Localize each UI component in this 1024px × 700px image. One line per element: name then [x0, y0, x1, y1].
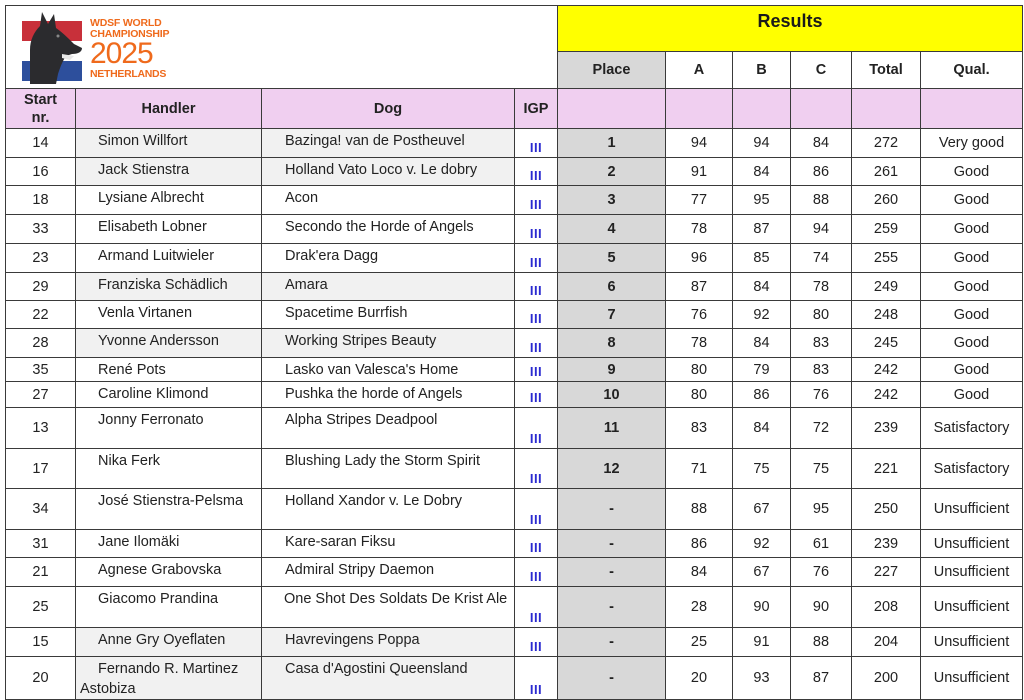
table-row: [6, 129, 1023, 158]
igp-level: III: [515, 449, 558, 489]
dog-name: Secondo the Horde of Angels: [285, 219, 474, 235]
igp-level: III: [515, 186, 558, 215]
dog-name: Drak'era Dagg: [285, 248, 379, 264]
handler-name: Venla Virtanen: [98, 305, 193, 321]
header-total-blank: [852, 89, 921, 129]
score-b: 84: [733, 408, 791, 449]
handler-cell: [76, 329, 262, 358]
handler-cell: [76, 358, 262, 382]
start-nr: 20: [6, 657, 76, 700]
header-total: Total: [852, 52, 921, 89]
score-a: 78: [666, 215, 733, 244]
header-b-blank: [733, 89, 791, 129]
score-a: 86: [666, 530, 733, 558]
qualification: Unsufficient: [921, 530, 1023, 558]
start-nr: 13: [6, 408, 76, 449]
score-total: 255: [852, 244, 921, 273]
place: -: [558, 558, 666, 587]
dog-name: Working Stripes Beauty: [285, 333, 437, 349]
header-start-nr: [6, 89, 76, 129]
igp-level: III: [515, 329, 558, 358]
dog-name: Lasko van Valesca's Home: [285, 362, 459, 378]
table-row: [6, 530, 1023, 558]
dog-cell: [262, 587, 515, 628]
handler-cell: [76, 489, 262, 530]
score-total: 221: [852, 449, 921, 489]
igp-level: III: [515, 530, 558, 558]
score-total: 245: [852, 329, 921, 358]
place: -: [558, 657, 666, 700]
logo-year: 2025: [90, 37, 153, 70]
handler-cell: [76, 408, 262, 449]
handler-cell: [76, 215, 262, 244]
table-row: [6, 186, 1023, 215]
igp-level: III: [515, 358, 558, 382]
dog-name: Casa d'Agostini Queensland: [285, 661, 468, 677]
qualification: Satisfactory: [921, 408, 1023, 449]
score-total: 272: [852, 129, 921, 158]
handler-name: Fernando R. Martinez Astobiza: [80, 661, 239, 697]
header-start-nr-label: Start nr.: [23, 91, 58, 126]
igp-level: III: [515, 628, 558, 657]
handler-cell: [76, 558, 262, 587]
start-nr: 34: [6, 489, 76, 530]
handler-cell: [76, 301, 262, 329]
handler-name: Nika Ferk: [98, 453, 161, 469]
igp-level: III: [515, 273, 558, 301]
score-c: 88: [791, 628, 852, 657]
score-total: 227: [852, 558, 921, 587]
handler-cell: [76, 657, 262, 700]
table-row: [6, 449, 1023, 489]
igp-level: III: [515, 301, 558, 329]
qualification: Unsufficient: [921, 657, 1023, 700]
score-b: 95: [733, 186, 791, 215]
igp-level: III: [515, 408, 558, 449]
logo-line2: CHAMPIONSHIP: [90, 27, 170, 40]
handler-name: Yvonne Andersson: [98, 333, 219, 349]
score-total: 242: [852, 382, 921, 408]
handler-name: René Pots: [98, 362, 166, 378]
handler-cell: [76, 382, 262, 408]
place: -: [558, 530, 666, 558]
start-nr: 25: [6, 587, 76, 628]
place: 7: [558, 301, 666, 329]
dog-cell: [262, 530, 515, 558]
place: 2: [558, 158, 666, 186]
dog-cell: [262, 215, 515, 244]
score-a: 83: [666, 408, 733, 449]
igp-level: III: [515, 489, 558, 530]
dog-cell: [262, 489, 515, 530]
header-handler: Handler: [76, 89, 262, 129]
qualification: Satisfactory: [921, 449, 1023, 489]
score-a: 94: [666, 129, 733, 158]
igp-level: III: [515, 215, 558, 244]
header-place: Place: [558, 52, 666, 89]
header-qual: Qual.: [921, 52, 1023, 89]
score-c: 74: [791, 244, 852, 273]
dog-name: Holland Vato Loco v. Le dobry: [285, 162, 478, 178]
start-nr: 28: [6, 329, 76, 358]
score-total: 248: [852, 301, 921, 329]
start-nr: 27: [6, 382, 76, 408]
handler-name: Elisabeth Lobner: [98, 219, 207, 235]
table-row: [6, 358, 1023, 382]
igp-level: III: [515, 158, 558, 186]
igp-level: III: [515, 244, 558, 273]
score-b: 94: [733, 129, 791, 158]
score-total: 249: [852, 273, 921, 301]
logo-country: NETHERLANDS: [90, 68, 167, 80]
handler-name: Armand Luitwieler: [98, 248, 215, 264]
handler-name: Lysiane Albrecht: [98, 190, 204, 206]
logo-line1: WDSF WORLD: [90, 17, 162, 29]
score-c: 78: [791, 273, 852, 301]
score-b: 86: [733, 382, 791, 408]
qualification: Good: [921, 301, 1023, 329]
start-nr: 33: [6, 215, 76, 244]
start-nr: 22: [6, 301, 76, 329]
table-row: [6, 158, 1023, 186]
handler-cell: [76, 530, 262, 558]
handler-cell: [76, 244, 262, 273]
score-total: 239: [852, 408, 921, 449]
header-a: A: [666, 52, 733, 89]
score-a: 96: [666, 244, 733, 273]
handler-name: José Stienstra-Pelsma: [98, 493, 244, 509]
start-nr: 35: [6, 358, 76, 382]
score-a: 87: [666, 273, 733, 301]
start-nr: 31: [6, 530, 76, 558]
qualification: Good: [921, 273, 1023, 301]
igp-level: III: [515, 558, 558, 587]
score-a: 88: [666, 489, 733, 530]
igp-level: III: [515, 587, 558, 628]
dog-name: Amara: [285, 277, 328, 293]
handler-name: Jonny Ferronato: [98, 412, 204, 428]
score-b: 79: [733, 358, 791, 382]
handler-cell: [76, 129, 262, 158]
score-total: 208: [852, 587, 921, 628]
score-b: 84: [733, 329, 791, 358]
score-a: 80: [666, 382, 733, 408]
start-nr: 29: [6, 273, 76, 301]
header-dog: Dog: [262, 89, 515, 129]
place: 10: [558, 382, 666, 408]
handler-name: Giacomo Prandina: [98, 591, 219, 607]
place: 3: [558, 186, 666, 215]
igp-level: III: [515, 382, 558, 408]
handler-name: Simon Willfort: [98, 133, 188, 149]
qualification: Good: [921, 329, 1023, 358]
handler-name: Anne Gry Oyeflaten: [98, 632, 226, 648]
handler-cell: [76, 158, 262, 186]
score-b: 67: [733, 489, 791, 530]
handler-cell: [76, 628, 262, 657]
score-c: 80: [791, 301, 852, 329]
results-table: [5, 5, 1023, 700]
dog-head-icon: [22, 10, 84, 84]
header-c: C: [791, 52, 852, 89]
handler-cell: [76, 449, 262, 489]
score-a: 84: [666, 558, 733, 587]
logo-text: [90, 18, 169, 80]
header-igp: IGP: [515, 89, 558, 129]
qualification: Good: [921, 186, 1023, 215]
place: 11: [558, 408, 666, 449]
qualification: Good: [921, 158, 1023, 186]
score-b: 84: [733, 158, 791, 186]
qualification: Unsufficient: [921, 628, 1023, 657]
start-nr: 14: [6, 129, 76, 158]
header-a-blank: [666, 89, 733, 129]
score-a: 80: [666, 358, 733, 382]
header-qual-blank: [921, 89, 1023, 129]
handler-cell: [76, 273, 262, 301]
score-c: 72: [791, 408, 852, 449]
score-c: 95: [791, 489, 852, 530]
score-a: 91: [666, 158, 733, 186]
dog-name: Pushka the horde of Angels: [285, 386, 463, 402]
table-row: [6, 657, 1023, 700]
place: 4: [558, 215, 666, 244]
score-c: 90: [791, 587, 852, 628]
score-c: 83: [791, 358, 852, 382]
place: 12: [558, 449, 666, 489]
dog-cell: [262, 273, 515, 301]
handler-cell: [76, 186, 262, 215]
table-row: [6, 244, 1023, 273]
handler-name: Agnese Grabovska: [98, 562, 222, 578]
dog-name: Alpha Stripes Deadpool: [285, 412, 438, 428]
score-c: 84: [791, 129, 852, 158]
score-c: 61: [791, 530, 852, 558]
score-total: 200: [852, 657, 921, 700]
logo-cell: [6, 6, 558, 89]
score-b: 85: [733, 244, 791, 273]
dog-name: Acon: [285, 190, 319, 206]
table-row: [6, 382, 1023, 408]
dog-cell: [262, 657, 515, 700]
dog-name: One Shot Des Soldats De Krist Ale: [284, 591, 508, 607]
qualification: Good: [921, 244, 1023, 273]
place: 1: [558, 129, 666, 158]
score-c: 75: [791, 449, 852, 489]
dog-cell: [262, 186, 515, 215]
header-b: B: [733, 52, 791, 89]
handler-name: Jack Stienstra: [98, 162, 190, 178]
table-row: [6, 215, 1023, 244]
score-total: 204: [852, 628, 921, 657]
place: 8: [558, 329, 666, 358]
qualification: Good: [921, 215, 1023, 244]
dog-cell: [262, 244, 515, 273]
table-row: [6, 587, 1023, 628]
score-c: 83: [791, 329, 852, 358]
score-a: 28: [666, 587, 733, 628]
qualification: Good: [921, 382, 1023, 408]
handler-cell: [76, 587, 262, 628]
table-row: [6, 628, 1023, 657]
start-nr: 17: [6, 449, 76, 489]
dog-name: Kare-saran Fiksu: [285, 534, 396, 550]
score-total: 239: [852, 530, 921, 558]
dog-cell: [262, 358, 515, 382]
handler-name: Franziska Schädlich: [98, 277, 228, 293]
dog-cell: [262, 301, 515, 329]
score-c: 86: [791, 158, 852, 186]
dog-cell: [262, 408, 515, 449]
score-a: 20: [666, 657, 733, 700]
dog-name: Havrevingens Poppa: [285, 632, 420, 648]
dog-cell: [262, 628, 515, 657]
score-a: 71: [666, 449, 733, 489]
score-total: 260: [852, 186, 921, 215]
dog-cell: [262, 558, 515, 587]
results-sheet: [5, 5, 1022, 697]
dog-cell: [262, 449, 515, 489]
place: -: [558, 489, 666, 530]
score-a: 77: [666, 186, 733, 215]
qualification: Unsufficient: [921, 587, 1023, 628]
dog-cell: [262, 382, 515, 408]
score-b: 84: [733, 273, 791, 301]
score-c: 88: [791, 186, 852, 215]
dog-name: Admiral Stripy Daemon: [285, 562, 435, 578]
dog-name: Holland Xandor v. Le Dobry: [285, 493, 463, 509]
header-place-blank: [558, 89, 666, 129]
table-row: [6, 408, 1023, 449]
score-a: 78: [666, 329, 733, 358]
qualification: Very good: [921, 129, 1023, 158]
score-b: 93: [733, 657, 791, 700]
place: -: [558, 628, 666, 657]
place: -: [558, 587, 666, 628]
score-c: 76: [791, 382, 852, 408]
dog-name: Spacetime Burrfish: [285, 305, 408, 321]
score-total: 261: [852, 158, 921, 186]
score-c: 76: [791, 558, 852, 587]
score-b: 90: [733, 587, 791, 628]
place: 6: [558, 273, 666, 301]
header-c-blank: [791, 89, 852, 129]
results-title: Results: [558, 6, 1023, 52]
score-a: 25: [666, 628, 733, 657]
start-nr: 21: [6, 558, 76, 587]
qualification: Good: [921, 358, 1023, 382]
score-b: 75: [733, 449, 791, 489]
table-row: [6, 301, 1023, 329]
score-a: 76: [666, 301, 733, 329]
start-nr: 18: [6, 186, 76, 215]
handler-name: Caroline Klimond: [98, 386, 209, 402]
score-b: 87: [733, 215, 791, 244]
score-b: 92: [733, 530, 791, 558]
dog-cell: [262, 158, 515, 186]
score-c: 94: [791, 215, 852, 244]
score-total: 259: [852, 215, 921, 244]
dog-cell: [262, 329, 515, 358]
igp-level: III: [515, 129, 558, 158]
score-total: 250: [852, 489, 921, 530]
table-row: [6, 489, 1023, 530]
championship-logo: [22, 10, 182, 84]
dog-name: Bazinga! van de Postheuvel: [285, 133, 465, 149]
dog-name: Blushing Lady the Storm Spirit: [285, 453, 481, 469]
results-body: [6, 129, 1023, 700]
qualification: Unsufficient: [921, 558, 1023, 587]
table-row: [6, 558, 1023, 587]
score-total: 242: [852, 358, 921, 382]
score-b: 67: [733, 558, 791, 587]
table-row: [6, 273, 1023, 301]
score-b: 92: [733, 301, 791, 329]
handler-name: Jane Ilomäki: [98, 534, 180, 550]
start-nr: 23: [6, 244, 76, 273]
score-c: 87: [791, 657, 852, 700]
place: 5: [558, 244, 666, 273]
start-nr: 15: [6, 628, 76, 657]
qualification: Unsufficient: [921, 489, 1023, 530]
score-b: 91: [733, 628, 791, 657]
place: 9: [558, 358, 666, 382]
table-row: [6, 329, 1023, 358]
start-nr: 16: [6, 158, 76, 186]
igp-level: III: [515, 657, 558, 700]
dog-cell: [262, 129, 515, 158]
